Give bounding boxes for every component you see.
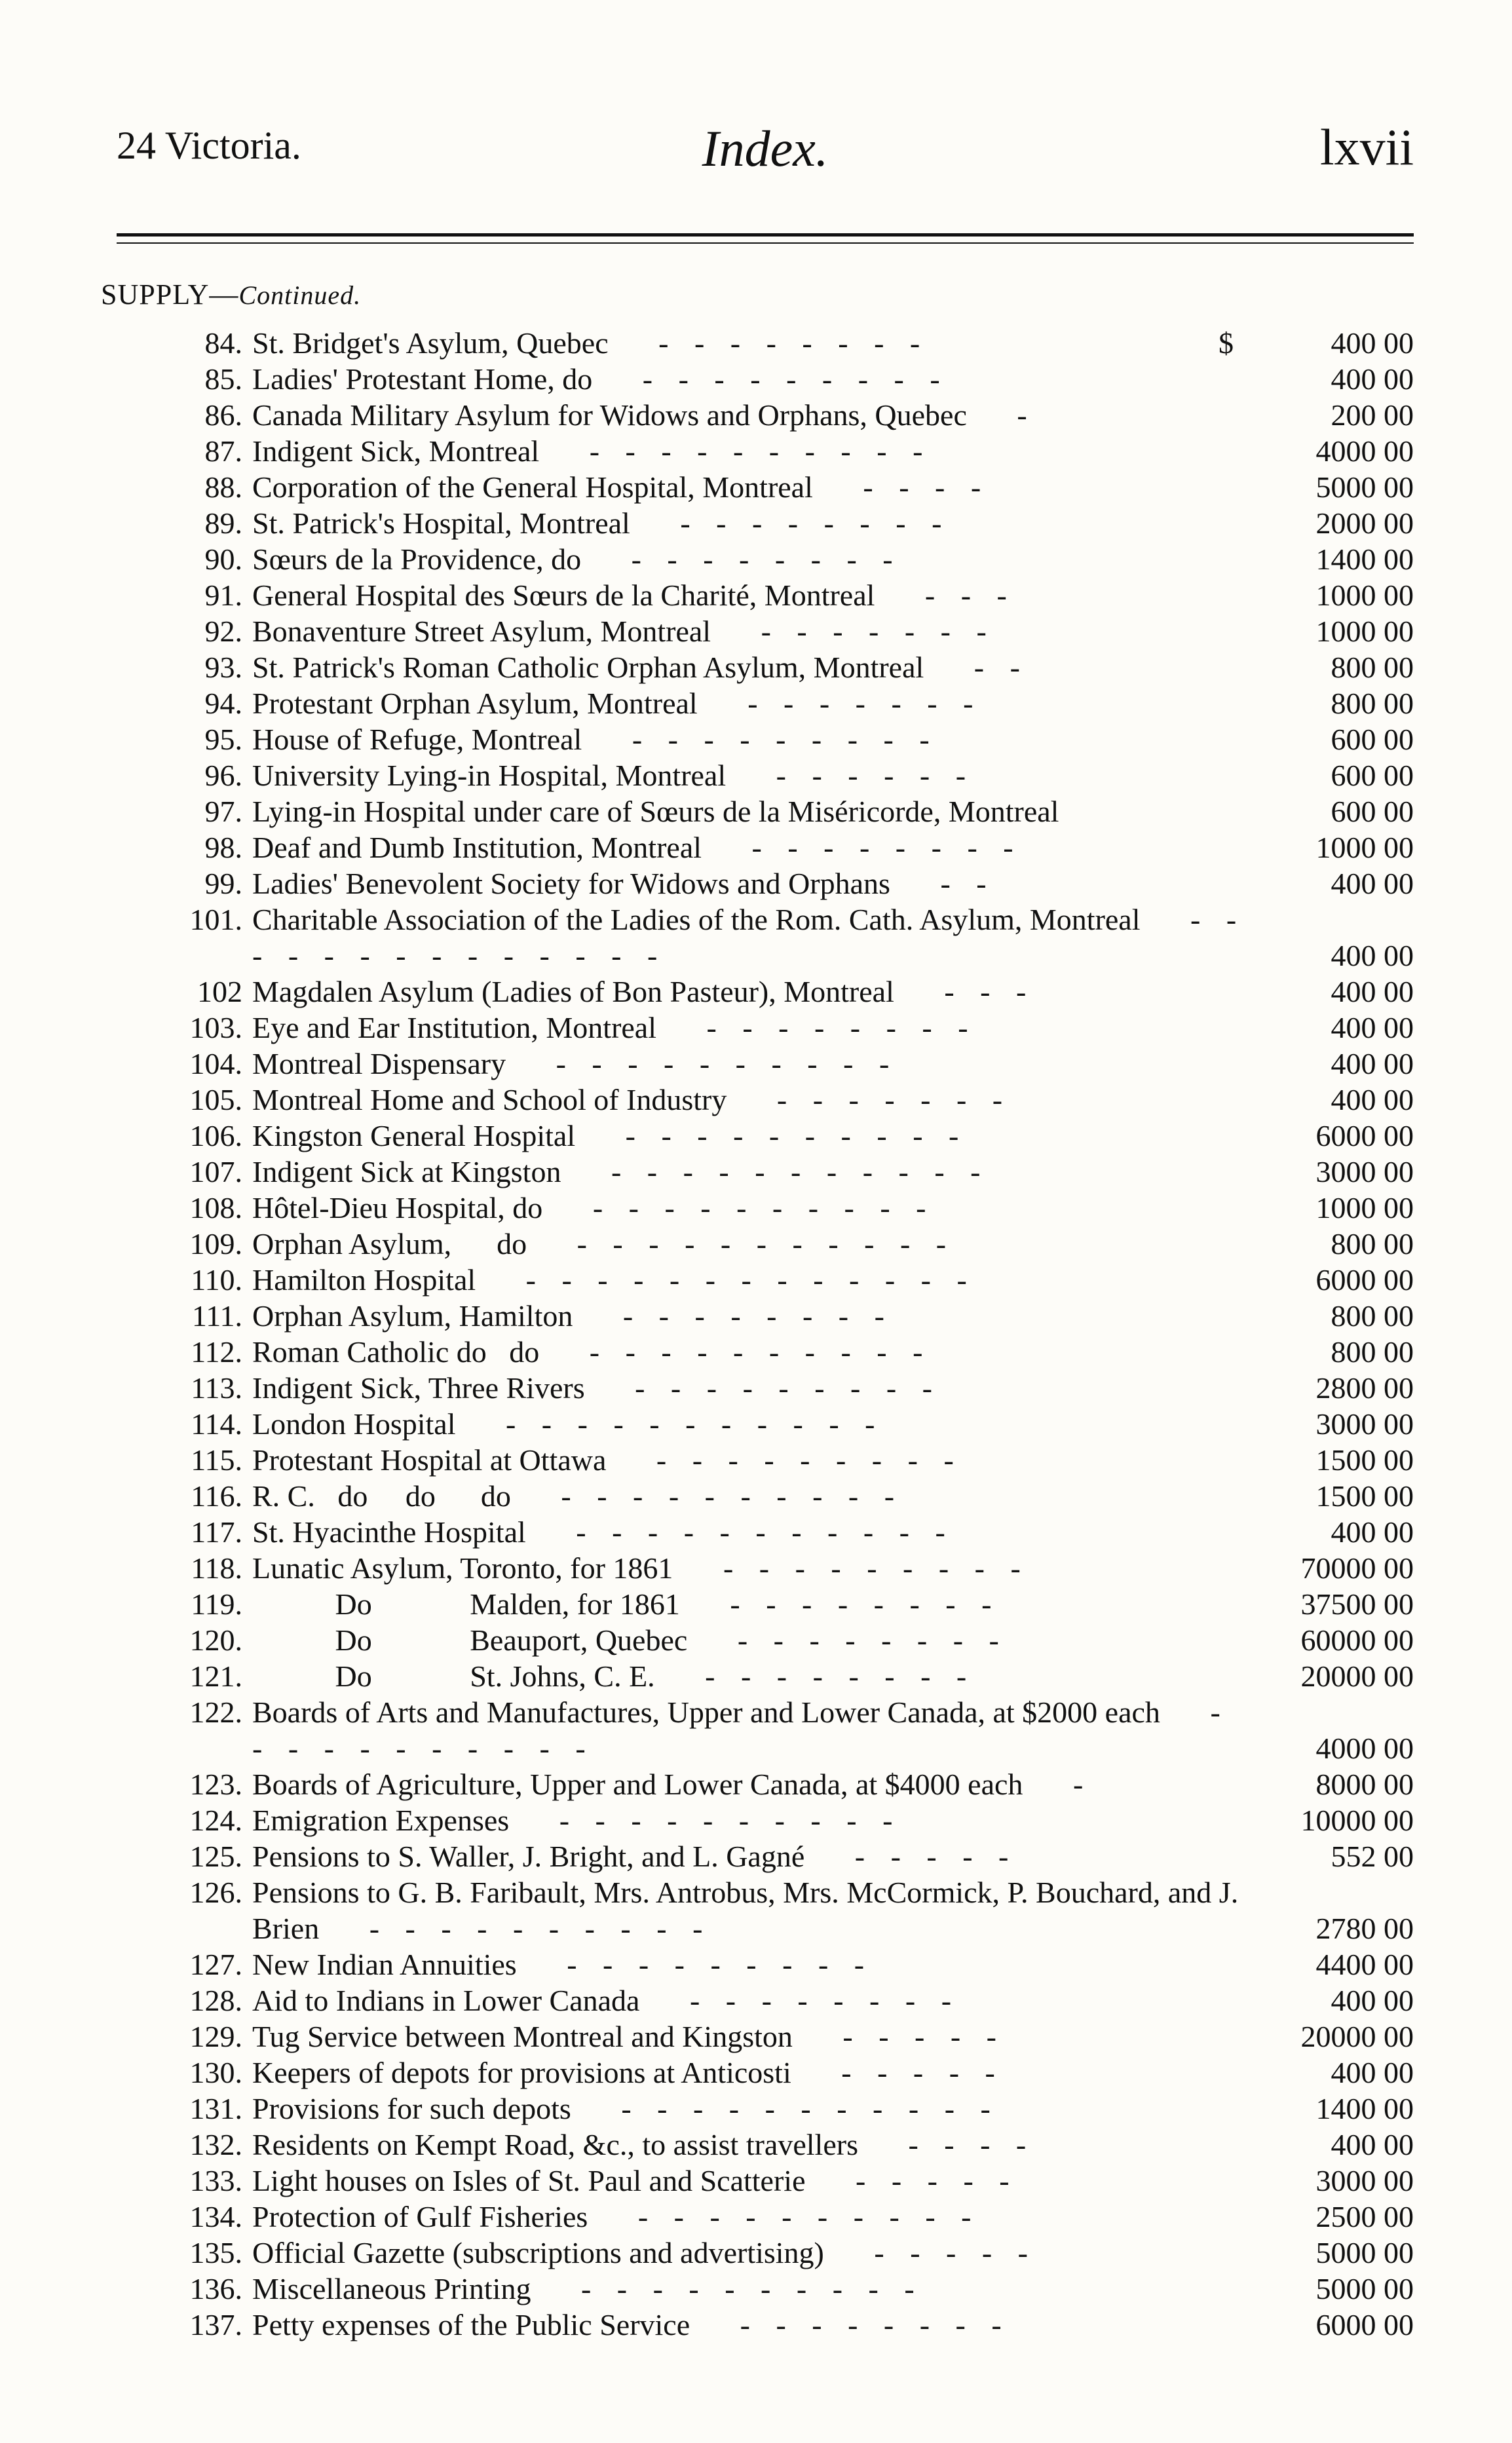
- item-amount: 1400 00: [1315, 542, 1414, 576]
- item-amount: 1000 00: [1315, 1191, 1414, 1224]
- item-description: Kingston General Hospital - - - - - - - - - -: [252, 1119, 968, 1152]
- item-description: House of Refuge, Montreal - - - - - - - - -: [252, 723, 939, 756]
- leader-dashes: - - - - - - - -: [639, 1984, 961, 2017]
- item-amount: 3000 00: [1315, 1155, 1414, 1188]
- list-item: [0, 1370, 1512, 1406]
- item-number: 84.: [204, 326, 242, 360]
- item-amount: 400 00: [1331, 2056, 1414, 2089]
- item-description: London Hospital - - - - - - - - - - -: [252, 1407, 884, 1441]
- item-description: Deaf and Dumb Institution, Montreal - - - - - - - -: [252, 831, 1023, 864]
- list-item: [0, 974, 1512, 1010]
- leader-dashes: - - - - - - - -: [573, 1299, 894, 1333]
- list-item: [0, 613, 1512, 649]
- item-number: 104.: [189, 1047, 242, 1080]
- item-number: 131.: [189, 2092, 242, 2125]
- list-item: [0, 1046, 1512, 1082]
- item-description: Light houses on Isles of St. Paul and Scatterie - - - - -: [252, 2164, 1019, 2197]
- item-description: Keepers of depots for provisions at Anticosti - - - - -: [252, 2056, 1004, 2089]
- section-title: SUPPLY—: [101, 278, 239, 311]
- item-description: Indigent Sick, Montreal - - - - - - - - - -: [252, 434, 932, 468]
- item-number: 113.: [191, 1371, 242, 1405]
- supply-list: [0, 325, 1512, 2343]
- item-number: 122.: [189, 1695, 242, 1729]
- item-number: 126.: [189, 1876, 242, 1909]
- leader-dashes: - - - - - - - - - - -: [252, 1695, 1230, 1765]
- item-amount: 3000 00: [1315, 2164, 1414, 2197]
- list-item: [0, 1658, 1512, 1694]
- leader-dashes: - - - - - - -: [711, 615, 996, 648]
- leader-dashes: - - - - - - - - - -: [588, 2200, 981, 2233]
- item-number: 133.: [189, 2164, 242, 2197]
- item-number: 97.: [204, 795, 242, 828]
- section-heading: [101, 278, 361, 311]
- list-item: [0, 577, 1512, 613]
- leader-dashes: -: [966, 398, 1036, 432]
- item-description: Indigent Sick at Kingston - - - - - - - - - - -: [252, 1155, 990, 1188]
- item-amount: 400 00: [1331, 975, 1414, 1008]
- item-amount: 5000 00: [1315, 2272, 1414, 2305]
- item-description: Ladies' Benevolent Society for Widows and Orphans - -: [252, 867, 996, 900]
- item-amount: 2780 00: [1315, 1912, 1414, 1945]
- item-number: 90.: [204, 542, 242, 576]
- item-number: 116.: [191, 1479, 242, 1513]
- leader-dashes: - - - - -: [805, 2164, 1019, 2197]
- item-number: 123.: [189, 1768, 242, 1801]
- item-number: 120.: [189, 1623, 242, 1657]
- item-amount: 1500 00: [1315, 1443, 1414, 1477]
- leader-dashes: - - - - - - - -: [608, 326, 930, 360]
- item-number: 108.: [189, 1191, 242, 1224]
- item-number: 136.: [189, 2272, 242, 2305]
- item-description: Protestant Orphan Asylum, Montreal - - - - - - -: [252, 687, 983, 720]
- item-description: Pensions to G. B. Faribault, Mrs. Antrobus, Mrs. McCormick, P. Bouchard, and J. Brien - - - - - - - - - -: [252, 1876, 1239, 1945]
- item-number: 114.: [191, 1407, 242, 1441]
- header-title: Index.: [702, 120, 829, 177]
- list-item: [0, 757, 1512, 793]
- list-item: [0, 1298, 1512, 1334]
- list-item: [0, 2091, 1512, 2127]
- leader-dashes: - - -: [894, 975, 1036, 1008]
- list-item: [0, 1226, 1512, 1262]
- leader-dashes: - - - - - - - -: [654, 1659, 976, 1693]
- leader-dashes: - -: [890, 867, 996, 900]
- item-amount: 200 00: [1331, 398, 1414, 432]
- item-description: Boards of Arts and Manufactures, Upper and Lower Canada, at $2000 each - - - - - - - - - - -: [252, 1695, 1230, 1765]
- item-description: Miscellaneous Printing - - - - - - - - - -: [252, 2272, 924, 2305]
- leader-dashes: - - - - - - - - -: [606, 1443, 963, 1477]
- item-number: 95.: [204, 723, 242, 756]
- list-item: [0, 2018, 1512, 2055]
- item-amount: 6000 00: [1315, 1119, 1414, 1152]
- item-description: Corporation of the General Hospital, Montreal - - - -: [252, 470, 991, 504]
- leader-dashes: - - - - - - - -: [630, 506, 951, 540]
- item-amount: 800 00: [1331, 1335, 1414, 1369]
- item-description: Orphan Asylum, Hamilton - - - - - - - -: [252, 1299, 894, 1333]
- item-number: 102: [197, 975, 242, 1008]
- item-description: Boards of Agriculture, Upper and Lower Canada, at $4000 each -: [252, 1768, 1093, 1801]
- item-number: 128.: [189, 1984, 242, 2017]
- list-item: [0, 541, 1512, 577]
- item-amount: 400 00: [1331, 2128, 1414, 2161]
- item-description: Protestant Hospital at Ottawa - - - - - - - - -: [252, 1443, 963, 1477]
- item-amount: 800 00: [1331, 1299, 1414, 1333]
- item-number: 101.: [189, 903, 242, 936]
- item-description: Do St. Johns, C. E. - - - - - - - -: [252, 1659, 976, 1693]
- list-item: [0, 1982, 1512, 2018]
- item-description: Montreal Home and School of Industry - - - - - - -: [252, 1083, 1012, 1116]
- item-description: St. Patrick's Hospital, Montreal - - - - - - - -: [252, 506, 951, 540]
- list-item: [0, 1406, 1512, 1442]
- item-number: 99.: [204, 867, 242, 900]
- item-number: 118.: [191, 1551, 242, 1585]
- item-amount: 552 00: [1331, 1840, 1414, 1873]
- leader-dashes: - - - - - - - - - -: [542, 1191, 936, 1224]
- item-amount: 1000 00: [1315, 578, 1414, 612]
- item-description: St. Bridget's Asylum, Quebec - - - - - - - -: [252, 326, 930, 360]
- leader-dashes: -: [1023, 1768, 1093, 1801]
- list-item: [0, 829, 1512, 865]
- item-number: 106.: [189, 1119, 242, 1152]
- leader-dashes: - - - - - - - - - -: [319, 1912, 712, 1945]
- item-amount: 5000 00: [1315, 2236, 1414, 2269]
- item-amount: 400 00: [1331, 362, 1414, 396]
- item-amount: 4000 00: [1315, 1732, 1414, 1765]
- item-amount: 400 00: [1331, 1011, 1414, 1044]
- item-amount: 600 00: [1331, 759, 1414, 792]
- item-description: Charitable Association of the Ladies of the Rom. Cath. Asylum, Montreal - - - - - - - - - - - - - -: [252, 903, 1246, 972]
- running-header: [117, 119, 1414, 189]
- leader-dashes: - - - - - - -: [727, 1083, 1012, 1116]
- item-number: 110.: [191, 1263, 242, 1297]
- list-item: [0, 1622, 1512, 1658]
- list-item: [0, 901, 1512, 974]
- item-number: 130.: [189, 2056, 242, 2089]
- item-description: R. C. do do do - - - - - - - - - -: [252, 1479, 904, 1513]
- leader-dashes: - - - - - - - - - -: [539, 1335, 932, 1369]
- item-amount: 6000 00: [1315, 2308, 1414, 2341]
- item-amount: 800 00: [1331, 687, 1414, 720]
- leader-dashes: - - - - - - - -: [687, 1623, 1008, 1657]
- leader-dashes: - - - - - - - - -: [592, 362, 949, 396]
- item-description: University Lying-in Hospital, Montreal - - - - - -: [252, 759, 975, 792]
- item-number: 92.: [204, 615, 242, 648]
- item-number: 87.: [204, 434, 242, 468]
- leader-dashes: - - - - - - -: [697, 687, 983, 720]
- list-item: [0, 2235, 1512, 2271]
- header-page-number: lxvii: [1319, 119, 1414, 176]
- leader-dashes: - - - - - - - -: [656, 1011, 977, 1044]
- list-item: [0, 1082, 1512, 1118]
- leader-dashes: - - - - -: [791, 2056, 1004, 2089]
- item-number: 137.: [189, 2308, 242, 2341]
- item-number: 111.: [191, 1299, 242, 1333]
- item-amount: 2500 00: [1315, 2200, 1414, 2233]
- leader-dashes: - - - - - - - - -: [584, 1371, 941, 1405]
- item-description: Hamilton Hospital - - - - - - - - - - - - -: [252, 1263, 976, 1297]
- leader-dashes: - - - - - - - -: [581, 542, 902, 576]
- item-amount: 70000 00: [1300, 1551, 1414, 1585]
- leader-dashes: - - - -: [858, 2128, 1036, 2161]
- item-number: 91.: [204, 578, 242, 612]
- item-number: 98.: [204, 831, 242, 864]
- item-description: Petty expenses of the Public Service - - - - - - - -: [252, 2308, 1011, 2341]
- item-amount: 4000 00: [1315, 434, 1414, 468]
- item-description: Indigent Sick, Three Rivers - - - - - - - - -: [252, 1371, 941, 1405]
- item-number: 124.: [189, 1804, 242, 1837]
- item-amount: 3000 00: [1315, 1407, 1414, 1441]
- leader-dashes: - - - - - - - - - - -: [571, 2092, 1000, 2125]
- list-item: [0, 865, 1512, 901]
- item-amount: 2800 00: [1315, 1371, 1414, 1405]
- item-description: Do Malden, for 1861 - - - - - - - -: [252, 1587, 1001, 1621]
- item-description: Do Beauport, Quebec - - - - - - - -: [252, 1623, 1008, 1657]
- leader-dashes: - - - - - - - - - - -: [525, 1515, 954, 1549]
- item-number: 115.: [191, 1443, 242, 1477]
- item-number: 127.: [189, 1948, 242, 1981]
- item-amount: 6000 00: [1315, 1263, 1414, 1297]
- item-description: Eye and Ear Institution, Montreal - - - - - - - -: [252, 1011, 977, 1044]
- item-description: Lying-in Hospital under care of Sœurs de la Miséricorde, Montreal: [252, 795, 1059, 828]
- item-number: 96.: [204, 759, 242, 792]
- header-rule-thin: [117, 242, 1414, 244]
- leader-dashes: - - - -: [812, 470, 991, 504]
- list-item: [0, 1262, 1512, 1298]
- item-description: Lunatic Asylum, Toronto, for 1861 - - - - - - - - -: [252, 1551, 1030, 1585]
- item-amount: 20000 00: [1300, 2020, 1414, 2053]
- item-number: 129.: [189, 2020, 242, 2053]
- item-number: 119.: [191, 1587, 242, 1621]
- leader-dashes: - - - - - - - - - -: [506, 1047, 899, 1080]
- list-item: [0, 1442, 1512, 1478]
- list-item: [0, 2163, 1512, 2199]
- item-amount: 400 00: [1331, 1083, 1414, 1116]
- item-description: Sœurs de la Providence, do - - - - - - - -: [252, 542, 902, 576]
- leader-dashes: - - -: [875, 578, 1016, 612]
- list-item: [0, 433, 1512, 469]
- list-item: [0, 1586, 1512, 1622]
- item-number: 121.: [189, 1659, 242, 1693]
- list-item: [0, 2271, 1512, 2307]
- list-item: [0, 325, 1512, 361]
- item-amount: 800 00: [1331, 1227, 1414, 1260]
- item-amount: 5000 00: [1315, 470, 1414, 504]
- item-number: 132.: [189, 2128, 242, 2161]
- item-description: Pensions to S. Waller, J. Bright, and L. Gagné - - - - -: [252, 1840, 1018, 1873]
- leader-dashes: - - - - - - - - - -: [575, 1119, 968, 1152]
- leader-dashes: - - - - - - - - - -: [509, 1804, 902, 1837]
- list-item: [0, 1154, 1512, 1190]
- list-item: [0, 1514, 1512, 1550]
- item-amount: 1500 00: [1315, 1479, 1414, 1513]
- item-description: General Hospital des Sœurs de la Charité, Montreal - - -: [252, 578, 1016, 612]
- list-item: [0, 1334, 1512, 1370]
- item-number: 86.: [204, 398, 242, 432]
- item-amount: 2000 00: [1315, 506, 1414, 540]
- list-item: [0, 1838, 1512, 1874]
- list-item: [0, 1946, 1512, 1982]
- list-item: [0, 2055, 1512, 2091]
- item-amount: 400 00: [1331, 867, 1414, 900]
- item-number: 88.: [204, 470, 242, 504]
- item-description: St. Patrick's Roman Catholic Orphan Asylum, Montreal - -: [252, 651, 1029, 684]
- item-number: 125.: [189, 1840, 242, 1873]
- item-description: Official Gazette (subscriptions and advertising) - - - - -: [252, 2236, 1037, 2269]
- item-description: Hôtel-Dieu Hospital, do - - - - - - - - - -: [252, 1191, 936, 1224]
- leader-dashes: - - - - - - - - -: [673, 1551, 1030, 1585]
- leader-dashes: - - - - -: [804, 1840, 1018, 1873]
- item-description: Emigration Expenses - - - - - - - - - -: [252, 1804, 902, 1837]
- item-description: Bonaventure Street Asylum, Montreal - - - - - - -: [252, 615, 996, 648]
- item-amount: 37500 00: [1300, 1587, 1414, 1621]
- leader-dashes: - -: [924, 651, 1029, 684]
- item-amount: 400 00: [1331, 1984, 1414, 2017]
- item-amount: 600 00: [1331, 723, 1414, 756]
- item-number: 85.: [204, 362, 242, 396]
- list-item: [0, 1118, 1512, 1154]
- list-item: [0, 397, 1512, 433]
- leader-dashes: - - - - - - - - - -: [539, 434, 932, 468]
- list-item: [0, 2127, 1512, 2163]
- item-description: Protection of Gulf Fisheries - - - - - - - - - -: [252, 2200, 981, 2233]
- leader-dashes: - - - - - - - - - -: [510, 1479, 904, 1513]
- list-item: [0, 2199, 1512, 2235]
- item-number: 103.: [189, 1011, 242, 1044]
- list-item: [0, 1766, 1512, 1802]
- list-item: [0, 721, 1512, 757]
- list-item: [0, 1802, 1512, 1838]
- item-amount: 1000 00: [1315, 831, 1414, 864]
- item-amount: 400 00: [1331, 1515, 1414, 1549]
- list-item: [0, 469, 1512, 505]
- list-item: [0, 1190, 1512, 1226]
- item-number: 93.: [204, 651, 242, 684]
- item-description: Aid to Indians in Lower Canada - - - - - - - -: [252, 1984, 961, 2017]
- list-item: [0, 793, 1512, 829]
- item-description: Roman Catholic do do - - - - - - - - - -: [252, 1335, 932, 1369]
- item-amount: 4400 00: [1315, 1948, 1414, 1981]
- list-item: [0, 1874, 1512, 1946]
- item-amount: 800 00: [1331, 651, 1414, 684]
- leader-dashes: - - - - - - - - - - -: [561, 1155, 990, 1188]
- item-amount: 60000 00: [1300, 1623, 1414, 1657]
- item-number: 112.: [191, 1335, 242, 1369]
- header-rule-thick: [117, 233, 1414, 237]
- item-description: Provisions for such depots - - - - - - - - - - -: [252, 2092, 1000, 2125]
- leader-dashes: - - - - - -: [726, 759, 975, 792]
- item-amount: 20000 00: [1300, 1659, 1414, 1693]
- list-item: [0, 361, 1512, 397]
- item-amount: 1000 00: [1315, 615, 1414, 648]
- item-description: New Indian Annuities - - - - - - - - -: [252, 1948, 874, 1981]
- item-amount: 10000 00: [1300, 1804, 1414, 1837]
- leader-dashes: - - - - - - - - - - -: [527, 1227, 956, 1260]
- item-amount: 400 00: [1331, 1047, 1414, 1080]
- item-description: Tug Service between Montreal and Kingston - - - - -: [252, 2020, 1006, 2053]
- leader-dashes: - - - - -: [792, 2020, 1006, 2053]
- item-description: Canada Military Asylum for Widows and Orphans, Quebec -: [252, 398, 1036, 432]
- item-amount: 8000 00: [1315, 1768, 1414, 1801]
- item-description: Orphan Asylum, do - - - - - - - - - - -: [252, 1227, 956, 1260]
- leader-dashes: - - - - - - - -: [679, 1587, 1001, 1621]
- item-number: 134.: [189, 2200, 242, 2233]
- item-number: 107.: [189, 1155, 242, 1188]
- item-number: 117.: [191, 1515, 242, 1549]
- list-item: [0, 649, 1512, 685]
- list-item: [0, 505, 1512, 541]
- item-description: Magdalen Asylum (Ladies of Bon Pasteur), Montreal - - -: [252, 975, 1036, 1008]
- item-number: 109.: [189, 1227, 242, 1260]
- item-number: 105.: [189, 1083, 242, 1116]
- leader-dashes: - - - - - - - - -: [582, 723, 939, 756]
- item-description: Residents on Kempt Road, &c., to assist travellers - - - -: [252, 2128, 1036, 2161]
- list-item: [0, 2307, 1512, 2343]
- item-number: 89.: [204, 506, 242, 540]
- leader-dashes: - - - - - - - - - -: [531, 2272, 924, 2305]
- item-number: 135.: [189, 2236, 242, 2269]
- currency-symbol: $: [1219, 326, 1234, 360]
- leader-dashes: - - - - - - - - - - - - - -: [252, 903, 1246, 972]
- item-amount: 400 00: [1331, 326, 1414, 360]
- leader-dashes: - - - - - - - -: [690, 2308, 1011, 2341]
- leader-dashes: - - - - - - - - - - -: [455, 1407, 884, 1441]
- section-continued: Continued.: [238, 280, 362, 310]
- list-item: [0, 1694, 1512, 1766]
- item-amount: 400 00: [1331, 939, 1414, 972]
- item-description: Montreal Dispensary - - - - - - - - - -: [252, 1047, 899, 1080]
- list-item: [0, 1478, 1512, 1514]
- leader-dashes: - - - - - - - - -: [516, 1948, 874, 1981]
- item-amount: 600 00: [1331, 795, 1414, 828]
- leader-dashes: - - - - - - - - - - - - -: [476, 1263, 976, 1297]
- leader-dashes: - - - - -: [823, 2236, 1037, 2269]
- item-description: Ladies' Protestant Home, do - - - - - - - - -: [252, 362, 949, 396]
- item-amount: 1400 00: [1315, 2092, 1414, 2125]
- leader-dashes: - - - - - - - -: [702, 831, 1023, 864]
- item-description: St. Hyacinthe Hospital - - - - - - - - - - -: [252, 1515, 954, 1549]
- list-item: [0, 685, 1512, 721]
- item-number: 94.: [204, 687, 242, 720]
- list-item: [0, 1010, 1512, 1046]
- header-regnal-year: 24 Victoria.: [117, 124, 301, 167]
- list-item: [0, 1550, 1512, 1586]
